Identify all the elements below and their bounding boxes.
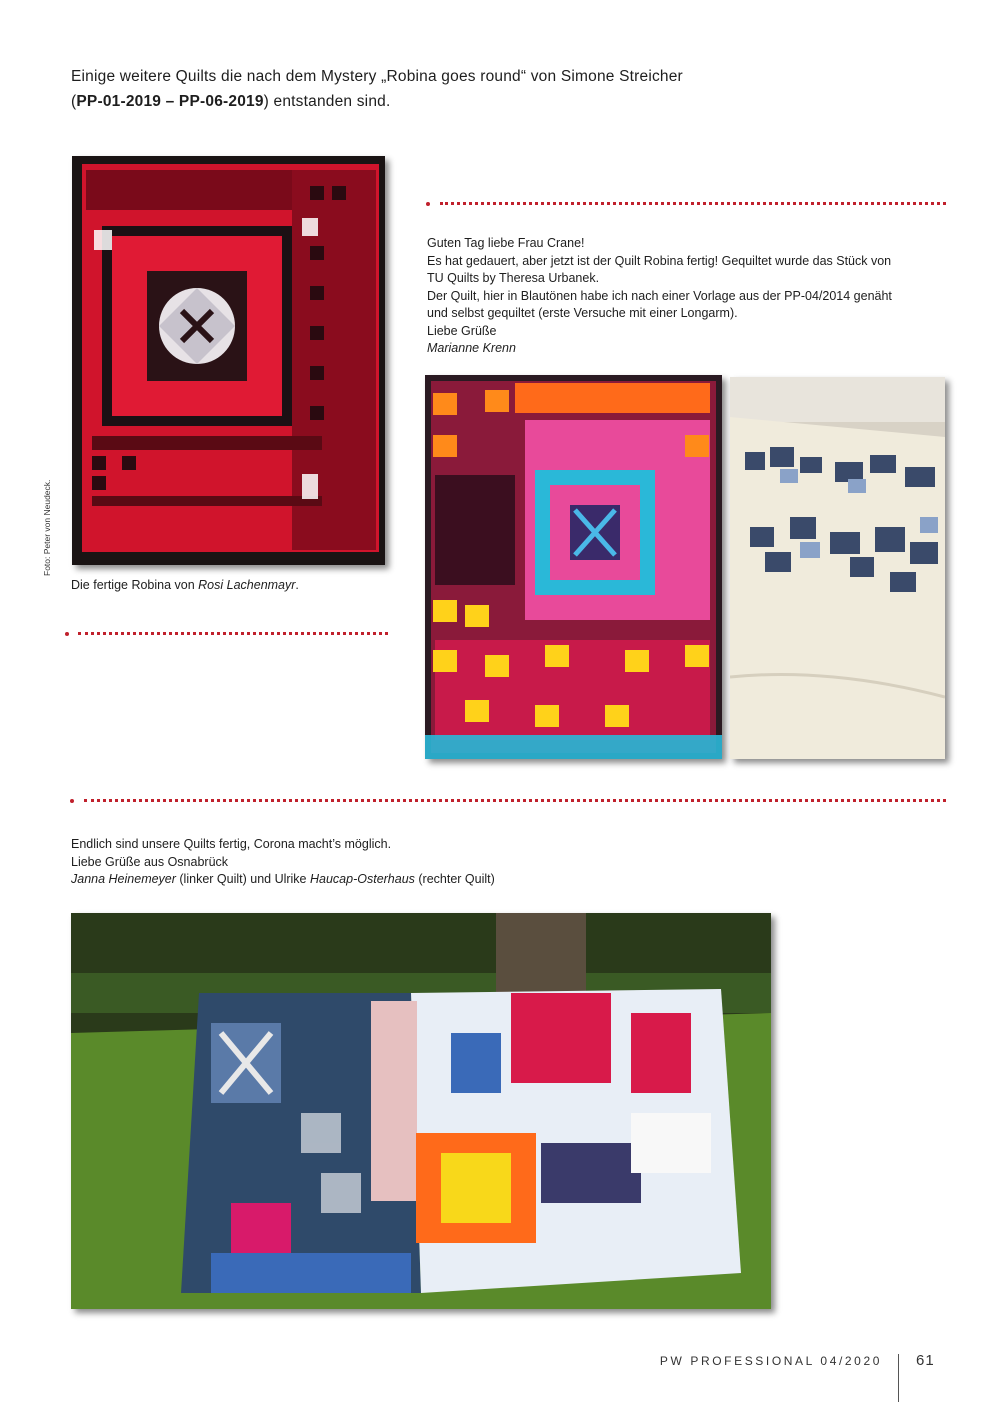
intro-line-1: Einige weitere Quilts die nach dem Mystery „Robina goes round“ von Simone Streicher xyxy=(71,68,683,85)
letter-names xyxy=(71,871,931,889)
letter-signature xyxy=(427,340,957,358)
page-number: 61 xyxy=(916,1352,935,1369)
paren-open: ( xyxy=(71,93,77,110)
name-janna: Janna Heinemeyer xyxy=(71,872,176,886)
signature-name: Marianne Krenn xyxy=(427,341,516,355)
divider-dot xyxy=(65,632,69,636)
letter-line: TU Quilts by Theresa Urbanek. xyxy=(427,271,600,285)
letter-line: Endlich sind unsere Quilts fertig, Corona macht’s möglich. xyxy=(71,837,392,851)
letter-line: Liebe Grüße xyxy=(427,323,497,338)
caption-rosi xyxy=(71,577,381,595)
issue-range: PP-01-2019 – PP-06-2019 xyxy=(76,93,264,110)
photo-credit: Foto: Peter von Neudeck. xyxy=(42,479,52,576)
divider-dot xyxy=(70,799,74,803)
letter-marianne xyxy=(427,235,957,358)
photo-colorful-quilt xyxy=(425,375,722,759)
intro-text xyxy=(71,64,931,114)
names-mid: (linker Quilt) und Ulrike xyxy=(175,872,310,886)
caption-rosi-text: Die fertige Robina von xyxy=(71,578,199,592)
magazine-title: PW PROFESSIONAL 04/2020 xyxy=(659,1354,882,1368)
dotted-divider-left xyxy=(78,632,388,635)
dotted-divider-full xyxy=(84,799,946,802)
letter-line: Der Quilt, hier in Blautönen habe ich nach einer Vorlage aus der PP-04/2014 genäht xyxy=(427,288,892,303)
photo-garden-quilts xyxy=(71,913,771,1309)
letter-line: und selbst gequiltet (erste Versuche mit einer Longarm). xyxy=(427,306,738,320)
caption-rosi-name: Rosi Lachenmayr xyxy=(198,578,296,592)
letter-line: Liebe Grüße aus Osnabrück xyxy=(71,854,229,869)
name-ulrike: Haucap-Osterhaus xyxy=(310,872,415,886)
intro-line-2-rest: ) entstanden sind. xyxy=(263,93,391,110)
letter-osnabrueck xyxy=(71,836,931,889)
dotted-divider-right xyxy=(440,202,946,205)
divider-dot xyxy=(426,202,430,206)
intro-line-2 xyxy=(71,89,931,114)
letter-line: Es hat gedauert, aber jetzt ist der Quilt Robina fertig! Gequiltet wurde das Stück von xyxy=(427,253,892,268)
photo-red-quilt xyxy=(72,156,385,565)
caption-rosi-end: . xyxy=(295,578,299,592)
footer-divider xyxy=(898,1354,899,1402)
letter-line: Guten Tag liebe Frau Crane! xyxy=(427,236,585,250)
names-end: (rechter Quilt) xyxy=(414,872,495,886)
photo-blue-quilt xyxy=(730,377,945,759)
